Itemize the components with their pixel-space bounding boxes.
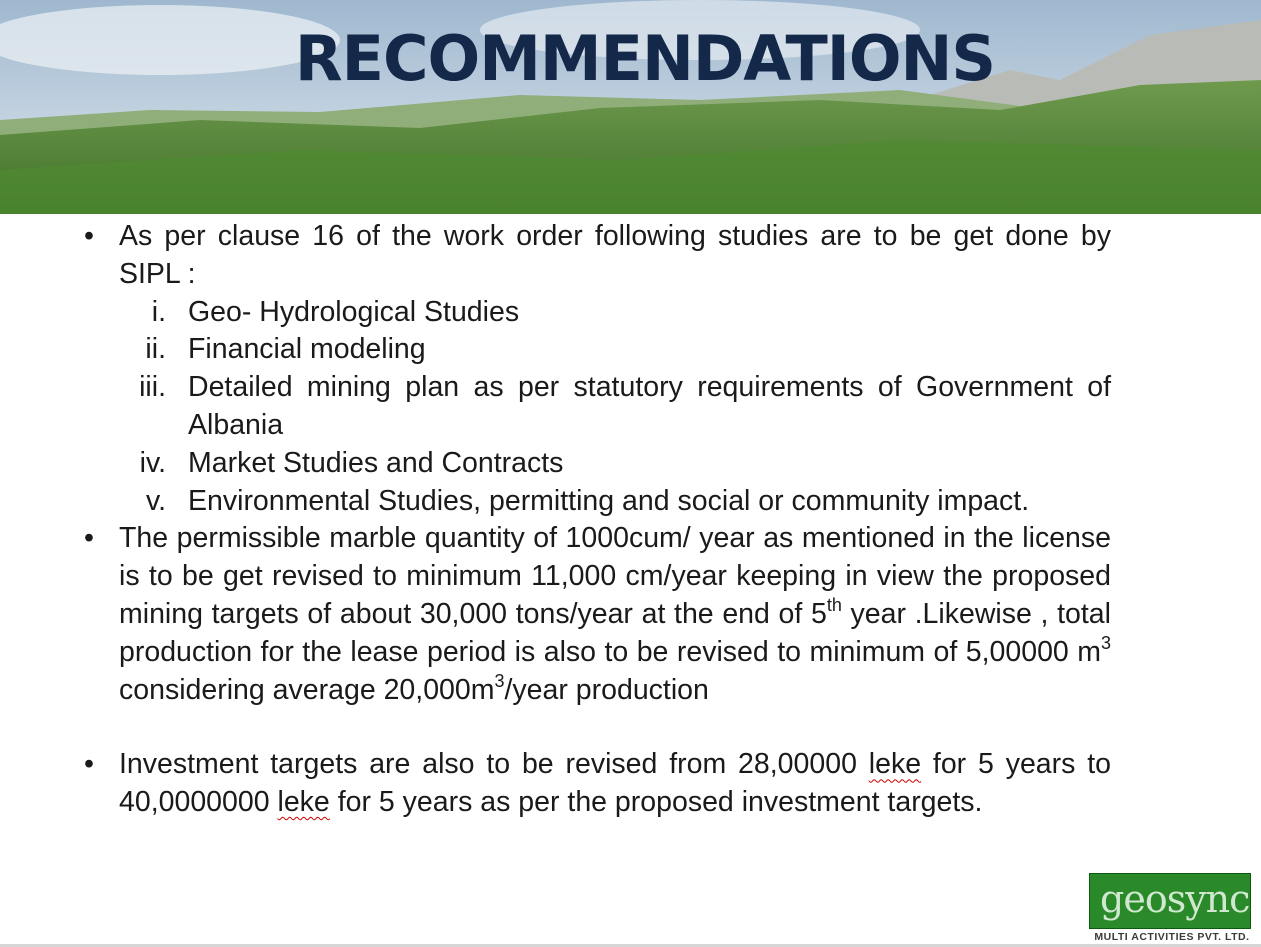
superscript: 3 [494,670,505,691]
slide-body [84,218,1111,822]
spacer [84,709,1111,746]
bullet-dot: • [84,522,94,555]
bullet-dot: • [84,748,94,781]
logo-subtitle: MULTI ACTIVITIES PVT. LTD. [1094,931,1250,943]
item-text: Environmental Studies, permitting and social or community impact. [188,484,1030,517]
item-number: iii. [139,371,166,404]
item-text: Financial modeling [188,333,426,366]
company-logo [1087,873,1257,943]
bullet-text: considering average 20,000m [119,673,495,706]
bullet-text: year .Likewise , total production for the lease period is also to be revised to minimum of 5,00000 m [119,597,1111,668]
spellcheck-word: leke [868,748,922,781]
spellcheck-word: leke [277,786,330,819]
item-text: Detailed mining plan as per statutory requirements of Government of Albania [188,371,1111,441]
numbered-item [84,369,1111,445]
superscript: th [826,594,842,615]
bullet-text: The permissible marble quantity of 1000cum/ year as mentioned in the license is to be get revised to minimum 11,000 cm/year keeping in view the proposed mining targets of about 30,000 tons/year at the end of 5 [119,522,1111,630]
bullet-text: /year production [504,673,709,706]
slide-title: RECOMMENDATIONS [294,22,996,95]
superscript: 3 [1100,632,1111,653]
numbered-item [84,483,1111,521]
item-text: Geo- Hydrological Studies [188,295,520,328]
logo-wordmark: geosync [1100,877,1250,921]
logo-badge [1089,873,1251,929]
numbered-item [84,294,1111,332]
item-number: iv. [139,446,166,479]
item-number: ii. [145,333,166,366]
numbered-item [84,331,1111,369]
bullet-text: for 5 years to 40,0000000 [119,748,1111,819]
item-number: v. [145,484,166,517]
bullet-item [84,746,1111,822]
bullet-text: As per clause 16 of the work order following studies are to be get done by SIPL : [119,220,1111,290]
bullet-text: Investment targets are also to be revised from 28,00000 [119,748,869,781]
item-text: Market Studies and Contracts [188,446,564,479]
bullet-dot: • [84,220,94,252]
bullet-item [84,520,1111,709]
bullet-item [84,218,1111,294]
numbered-item [84,445,1111,483]
item-number: i. [151,295,166,328]
bullet-text: for 5 years as per the proposed investment targets. [329,786,983,819]
